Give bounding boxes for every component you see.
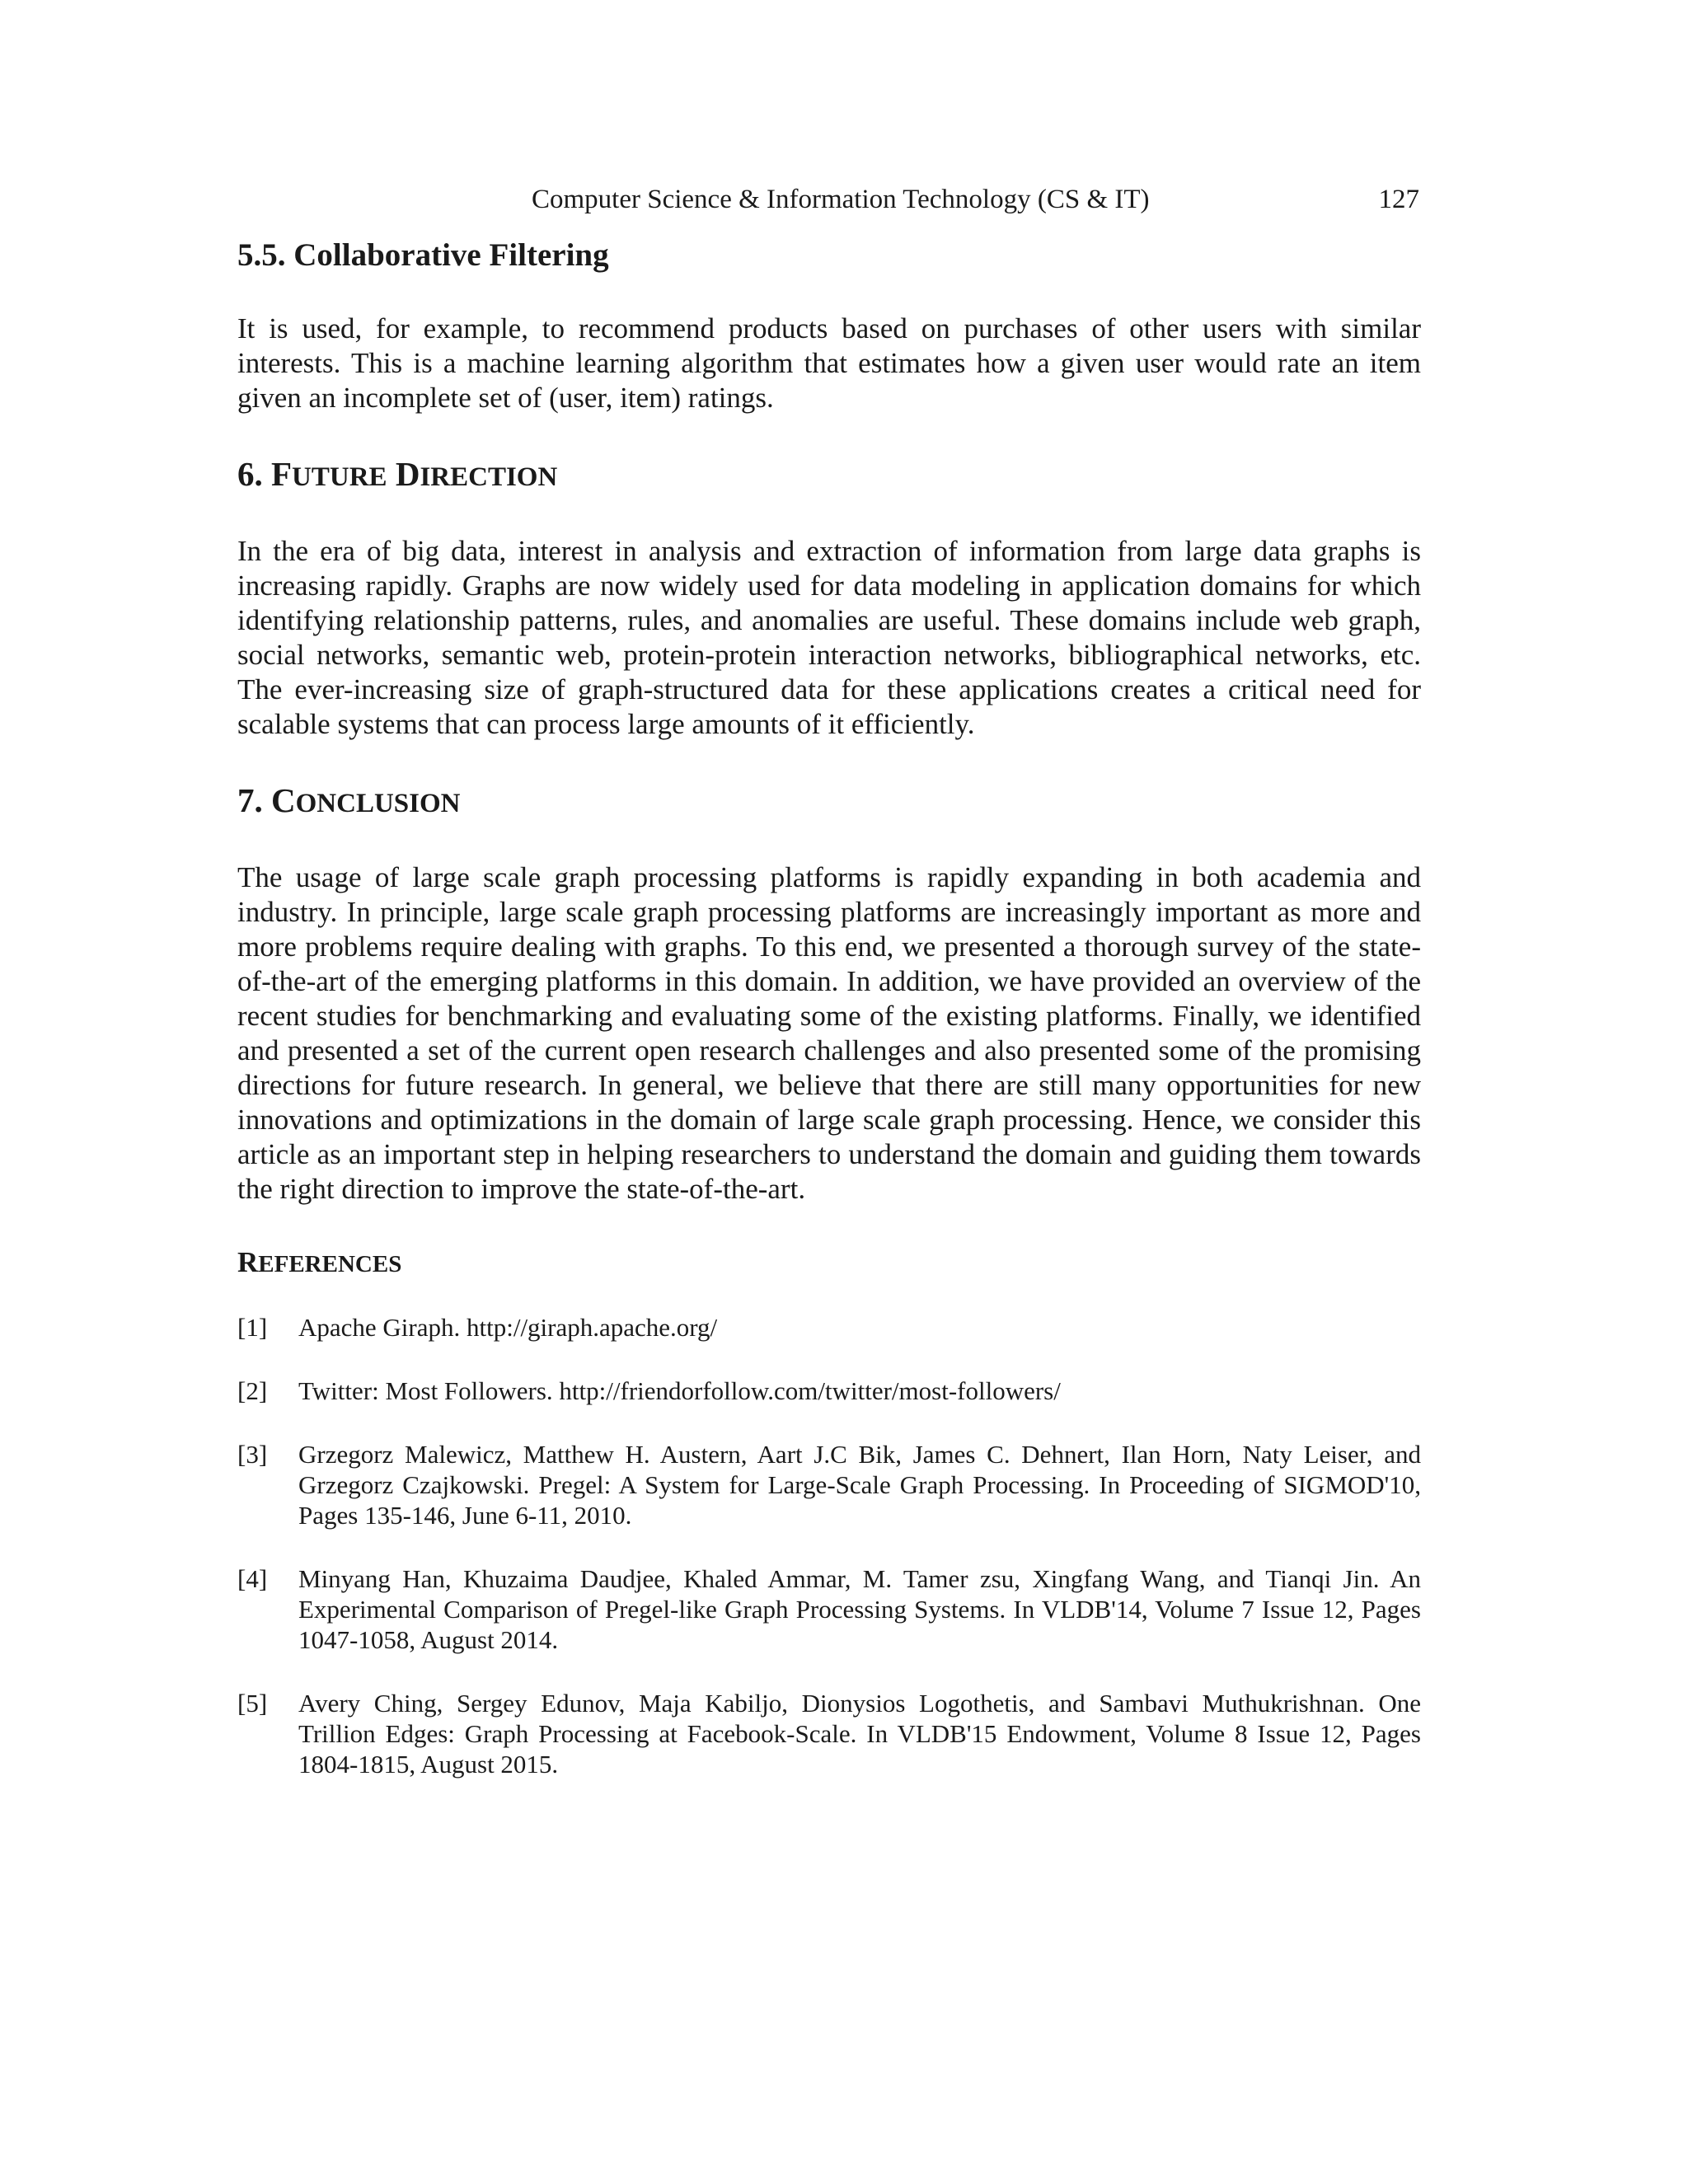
section-6-title-rest2: IRECTION xyxy=(420,462,558,492)
running-header: Computer Science & Information Technology (CS & IT) xyxy=(532,185,1150,214)
section-7-number: 7. xyxy=(237,781,263,819)
reference-number: [4] xyxy=(237,1564,268,1593)
reference-text: Minyang Han, Khuzaima Daudjee, Khaled Ammar, M. Tamer zsu, Xingfang Wang, and Tianqi Jin. An Experimental Comparison of Pregel-like Graph Processing Systems. In VLDB'14, Volume 7 Issue 12, Pages 1047-1058, August 2014. xyxy=(298,1564,1421,1654)
reference-item xyxy=(237,1312,1421,1343)
section-6-paragraph: In the era of big data, interest in analysis and extraction of information from large data graphs is increasing rapidly. Graphs are now widely used for data modeling in application domains for which identifying relationship patterns, rules, and anomalies are useful. These domains include web graph, social networks, semantic web, protein-protein interaction networks, bibliographical networks, etc. The ever-increasing size of graph-structured data for these applications creates a critical need for scalable systems that can process large amounts of it efficiently. xyxy=(237,535,1421,740)
section-7-heading xyxy=(237,780,1421,824)
reference-number: [5] xyxy=(237,1689,268,1718)
section-6-number: 6. xyxy=(237,455,263,493)
reference-text: Grzegorz Malewicz, Matthew H. Austern, Aart J.C Bik, James C. Dehnert, Ilan Horn, Naty Leiser, and Grzegorz Czajkowski. Pregel: A System for Large-Scale Graph Processing. In Proceeding of SIGMOD'10, Pages 135-146, June 6-11, 2010. xyxy=(298,1440,1421,1530)
reference-text: Twitter: Most Followers. http://friendorfollow.com/twitter/most-followers/ xyxy=(298,1376,1061,1405)
reference-text: Avery Ching, Sergey Edunov, Maja Kabiljo, Dionysios Logothetis, and Sambavi Muthukrishnan. One Trillion Edges: Graph Processing at Facebook-Scale. In VLDB'15 Endowment, Volume 8 Issue 12, Pages 1804-1815, August 2015. xyxy=(298,1689,1421,1779)
section-6-title-cap2: D xyxy=(395,455,420,493)
reference-text: Apache Giraph. http://giraph.apache.org/ xyxy=(298,1313,718,1342)
section-7-title-rest: ONCLUSION xyxy=(295,789,461,818)
section-7-paragraph: The usage of large scale graph processing platforms is rapidly expanding in both academia and industry. In principle, large scale graph processing platforms are increasingly important as more and more problems require dealing with graphs. To this end, we presented a thorough survey of the state-of-the-art of the emerging platforms in this domain. In addition, we have provided an overview of the recent studies for benchmarking and evaluating some of the existing platforms. Finally, we identified and presented a set of the current open research challenges and also presented some of the promising directions for future research. In general, we believe that there are still many opportunities for new innovations and optimizations in the domain of large scale graph processing. Hence, we consider this article as an important step in helping researchers to understand the domain and guiding them towards the right direction to improve the state-of-the-art. xyxy=(237,861,1421,1205)
reference-item xyxy=(237,1563,1421,1655)
section-5-5-heading: 5.5. Collaborative Filtering xyxy=(237,237,609,273)
references-heading xyxy=(237,1244,1421,1282)
section-6-title-rest1: UTURE xyxy=(292,462,387,492)
section-6-title-cap1: F xyxy=(271,455,293,493)
references-title-rest: EFERENCES xyxy=(258,1251,402,1277)
reference-item xyxy=(237,1439,1421,1530)
page-content xyxy=(237,231,1421,1812)
reference-number: [3] xyxy=(237,1440,268,1469)
reference-item xyxy=(237,1376,1421,1406)
section-5-5-paragraph: It is used, for example, to recommend products based on purchases of other users with similar interests. This is a machine learning algorithm that estimates how a given user would rate an item given an incomplete set of (user, item) ratings. xyxy=(237,312,1421,414)
reference-number: [1] xyxy=(237,1313,268,1342)
section-7-title-cap: C xyxy=(271,781,296,819)
page-number: 127 xyxy=(1378,185,1419,214)
reference-number: [2] xyxy=(237,1376,268,1405)
reference-item xyxy=(237,1688,1421,1779)
references-title-cap: R xyxy=(237,1246,259,1278)
section-6-heading xyxy=(237,453,1421,498)
